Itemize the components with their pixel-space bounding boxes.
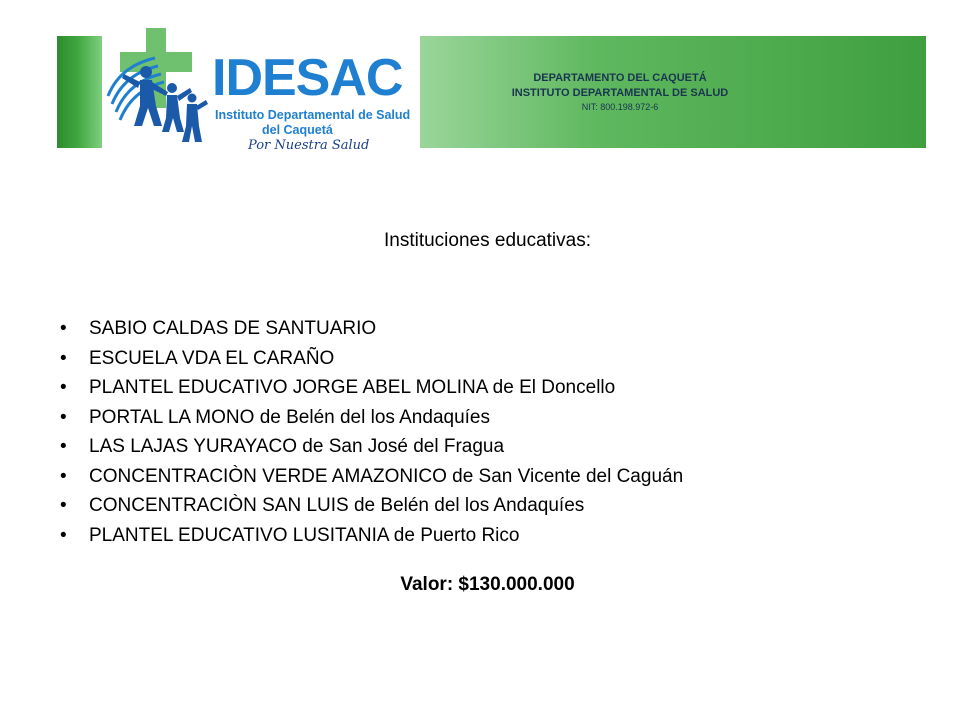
list-item-text: CONCENTRACIÒN VERDE AMAZONICO de San Vicente del Caguán [89,465,684,487]
bullet-icon: • [60,377,67,398]
bullet-icon: • [60,436,67,457]
logo-slogan: Por Nuestra Salud [248,138,370,153]
list-item-text: LAS LAJAS YURAYACO de San José del Fragua [89,436,505,457]
list-item [60,403,683,433]
list-item [60,373,683,403]
list-item-text: SABIO CALDAS DE SANTUARIO [89,318,377,339]
header-banner [420,36,926,148]
banner-department: DEPARTAMENTO DEL CAQUETÁ [533,72,707,84]
institutions-list [60,314,683,550]
list-item-text: CONCENTRACIÒN SAN LUIS de Belén del los Andaquíes [89,495,585,516]
total-value: Valor: $130.000.000 [400,574,575,595]
bullet-icon: • [60,524,67,546]
list-item [60,314,683,344]
list-item-text: PLANTEL EDUCATIVO JORGE ABEL MOLINA de El Doncello [89,377,616,398]
list-item [60,432,683,462]
banner-institute: INSTITUTO DEPARTAMENTAL DE SALUD [511,87,729,99]
section-title: Instituciones educativas: [383,230,591,251]
banner-nit: NIT: 800.198.972-6 [581,102,659,112]
list-item [60,462,683,492]
list-item [60,344,683,374]
logo-subtitle-line1: Instituto Departamental de Salud [215,108,411,122]
logo-name: IDESAC [212,49,403,107]
bullet-icon: • [60,406,67,428]
list-item-text: PLANTEL EDUCATIVO LUSITANIA de Puerto Rico [89,524,520,546]
logo-subtitle-line2: del Caquetá [262,123,333,137]
list-item [60,521,683,551]
header-left-bar [57,36,102,148]
bullet-icon: • [60,495,67,516]
bullet-icon: • [60,347,67,369]
bullet-icon: • [60,318,67,339]
list-item-text: PORTAL LA MONO de Belén del los Andaquíes [89,406,490,428]
list-item-text: ESCUELA VDA EL CARAÑO [89,347,335,369]
bullet-icon: • [60,465,67,487]
list-item [60,491,683,521]
